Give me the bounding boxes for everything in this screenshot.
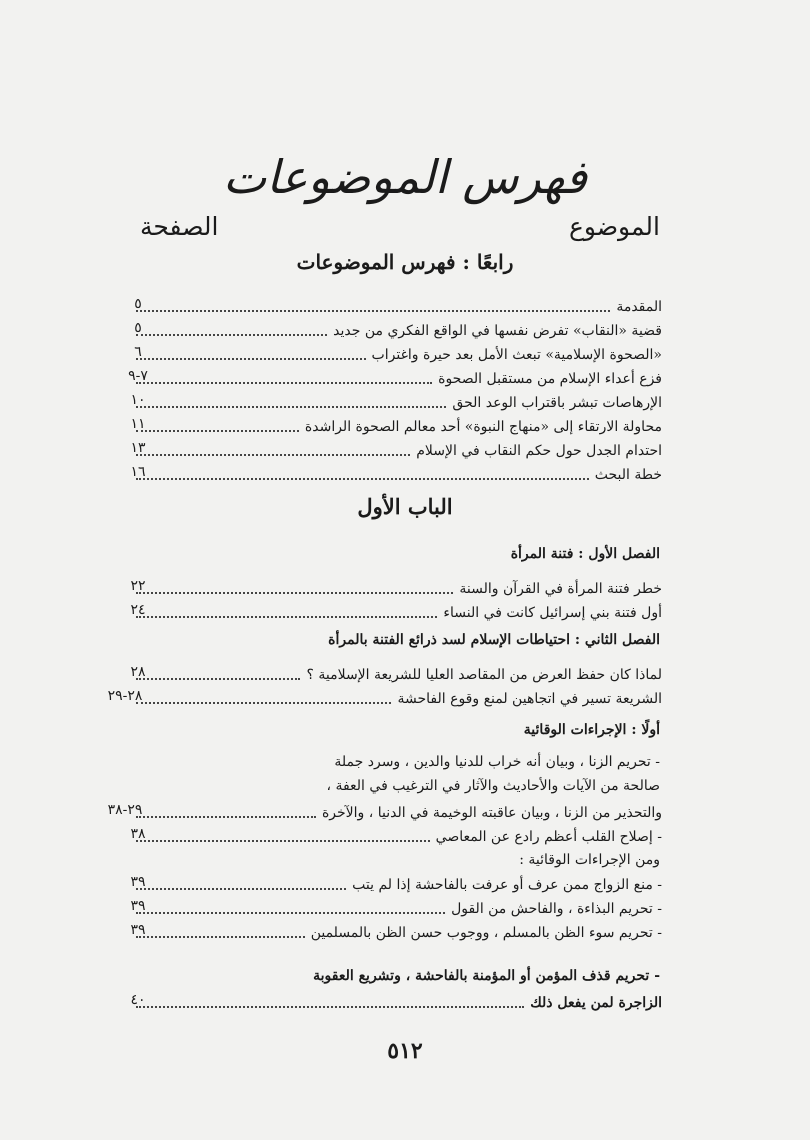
entry-label: - تحريم البذاءة ، والفاحش من القول [451,901,662,917]
entry-label: المقدمة [616,299,662,315]
entry-page: ٢٨-٢٩ [107,688,143,704]
toc-entry [130,988,662,1012]
entry-label: الإرهاصات تبشر باقتراب الوعد الحق [452,395,662,411]
entry-label: خطة البحث [594,467,662,483]
part-title: الباب الأول [357,494,453,519]
entry-page: ٣٩ [130,922,146,938]
entry-label: قضية «النقاب» تفرض نفسها في الواقع الفكري من جديد [333,323,662,339]
entry-label: الشريعة تسير في اتجاهين لمنع وقوع الفاحشة [397,691,662,707]
entry-page: ٢٩-٣٨ [107,802,143,818]
dot-leader [136,816,316,818]
entry-label: محاولة الارتقاء إلى «منهاج النبوة» أحد معالم الصحوة الراشدة [304,419,662,435]
dot-leader [136,454,410,456]
toc-entry [130,412,662,436]
dot-leader [136,888,346,890]
entry-text-line: - تحريم الزنا ، وبيان أنه خراب للدنيا والدين ، وسرد جملة [334,754,660,770]
entry-label: - منع الزواج ممن عرف أو عرفت بالفاحشة إذا لم يتب [352,877,662,893]
dot-leader [136,382,432,384]
toc-entry [130,460,662,484]
toc-entry [130,870,662,894]
dot-leader [136,678,300,680]
entry-label: خطر فتنة المرأة في القرآن والسنة [459,581,662,597]
dot-leader [136,912,445,914]
dot-leader [136,310,610,312]
toc-entry [130,316,662,340]
page-title: فهرس الموضوعات [222,150,588,204]
toc-entry [130,822,662,846]
chapter-title: الفصل الأول : فتنة المرأة [510,546,660,562]
entry-label: احتدام الجدل حول حكم النقاب في الإسلام [416,443,662,459]
entry-label: فزع أعداء الإسلام من مستقبل الصحوة [438,371,662,387]
dot-leader [136,334,327,336]
toc-entry [130,340,662,364]
chapter-title: الفصل الثاني : احتياطات الإسلام لسد ذرائع الفتنة بالمرأة [328,632,660,648]
entry-page: ٧-٩ [128,368,148,384]
entry-label: والتحذير من الزنا ، وبيان عاقبته الوخيمة في الدنيا ، والآخرة [321,805,662,821]
page-number: ٥١٢ [387,1038,423,1064]
entry-label: لماذا كان حفظ العرض من المقاصد العليا للشريعة الإسلامية ؟ [306,667,662,683]
entry-page: ١٣ [130,440,146,456]
entry-label: - إصلاح القلب أعظم رادع عن المعاصي [435,829,662,845]
entry-page: ٢٨ [130,664,146,680]
dot-leader [136,430,299,432]
dot-leader [136,478,589,480]
subsection-title: أولًا : الإجراءات الوقائية [523,722,660,738]
entry-label: «الصحوة الإسلامية» تبعث الأمل بعد حيرة واغتراب [371,347,662,363]
toc-entry [130,660,662,684]
entry-page: ٣٩ [130,874,146,890]
entry-label: أول فتنة بني إسرائيل كانت في النساء [443,605,662,621]
dot-leader [136,840,430,842]
toc-entry [130,436,662,460]
dot-leader [136,592,453,594]
dot-leader [136,406,446,408]
toc-entry [130,292,662,316]
toc-entry [107,684,662,708]
dot-leader [136,1006,524,1008]
section-title: رابعًا : فهرس الموضوعات [296,250,514,274]
entry-label: الزاجرة لمن يفعل ذلك [530,995,662,1011]
entry-page: ٤٠ [130,992,146,1008]
toc-entry [130,388,662,412]
entry-page: ٥ [134,320,142,336]
toc-entry [130,574,662,598]
entry-page: ٢٢ [130,578,146,594]
dot-leader [136,358,366,360]
entry-page: ١١ [130,416,146,432]
entry-page: ٦ [134,344,142,360]
toc-entry [130,894,662,918]
entry-label: - تحريم سوء الظن بالمسلم ، ووجوب حسن الظن بالمسلمين [310,925,662,941]
entry-text-line: صالحة من الآيات والأحاديث والآثار في الترغيب في العفة ، [326,778,660,794]
entry-page: ٢٤ [130,602,146,618]
entry-text-line: - تحريم قذف المؤمن أو المؤمنة بالفاحشة ، وتشريع العقوبة [313,968,660,984]
entry-page: ٣٩ [130,898,146,914]
entry-page: ١٦ [130,464,146,480]
toc-entry [130,918,662,942]
column-header-page: الصفحة [140,212,219,241]
toc-entry [130,364,662,388]
column-header-topic: الموضوع [569,212,660,241]
toc-entry [107,798,662,822]
dot-leader [136,616,437,618]
entry-page: ١٠ [130,392,146,408]
entry-page: ٥ [134,296,142,312]
dot-leader [136,936,305,938]
subsection-label: ومن الإجراءات الوقائية : [519,852,660,868]
dot-leader [136,702,391,704]
toc-entry [130,598,662,622]
entry-page: ٣٨ [130,826,146,842]
